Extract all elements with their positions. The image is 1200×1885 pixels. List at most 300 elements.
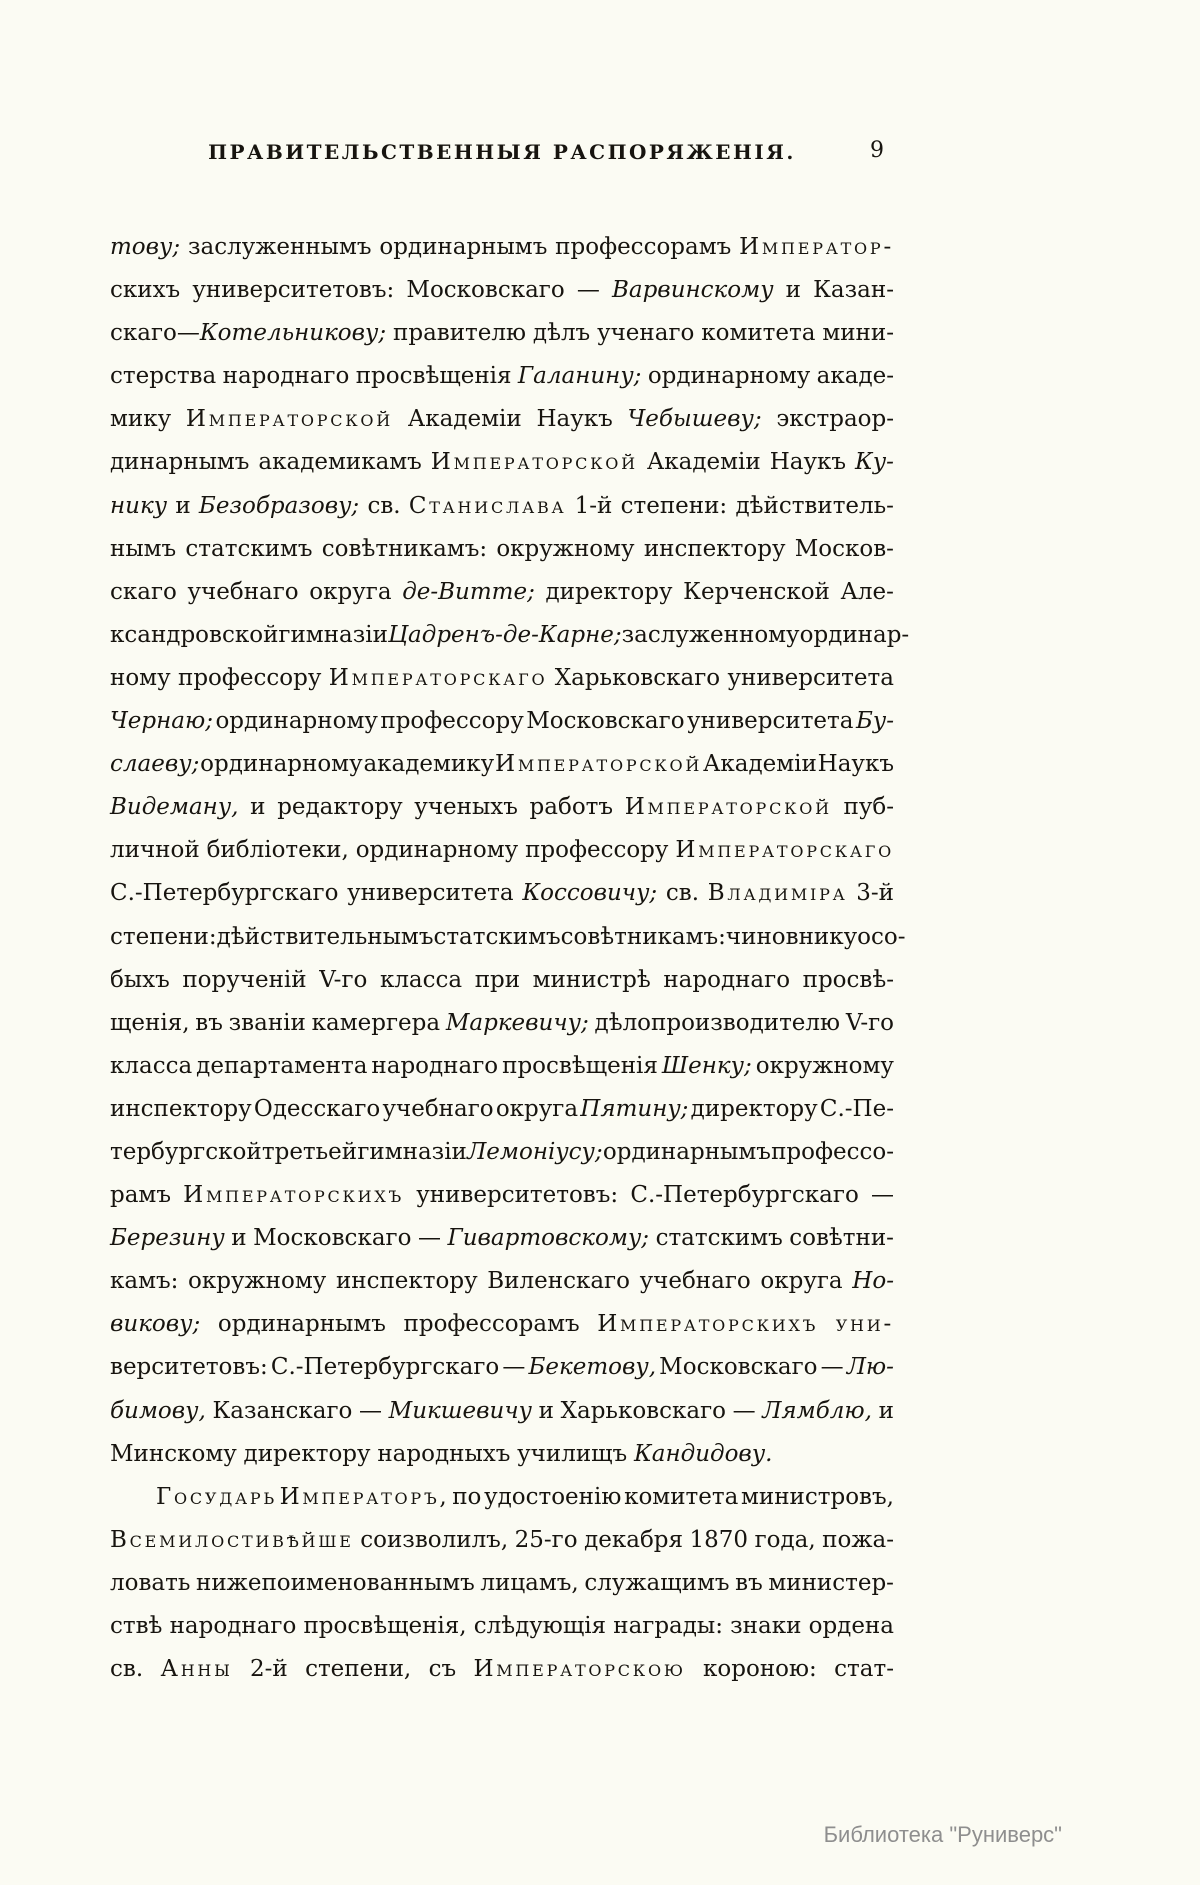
word xyxy=(388,622,622,648)
word xyxy=(110,1053,192,1079)
word xyxy=(484,1484,621,1510)
text-run: профессорамъ xyxy=(403,1311,580,1338)
word xyxy=(360,1527,508,1553)
text-run: гимназіи xyxy=(278,621,388,648)
word xyxy=(644,536,786,562)
word xyxy=(431,449,638,475)
text-run: V-го xyxy=(845,1009,894,1036)
text-run: — xyxy=(502,1354,526,1381)
text-run: округа xyxy=(309,578,392,605)
text-line xyxy=(110,880,894,923)
spaced-caps-text: Императорскаго xyxy=(675,837,894,864)
proper-name-italic: Цадренъ-де-Карне; xyxy=(387,621,622,648)
text-run: — xyxy=(732,1397,756,1424)
word xyxy=(178,665,321,691)
text-line xyxy=(110,794,894,837)
word xyxy=(110,1096,252,1122)
proper-name-italic: Видеману, xyxy=(110,794,239,821)
word xyxy=(821,1354,844,1380)
text-run: просвѣ- xyxy=(802,966,894,993)
word xyxy=(603,1139,771,1165)
word xyxy=(841,579,894,605)
word xyxy=(215,708,377,734)
text-run: академику xyxy=(363,751,495,778)
word xyxy=(855,449,894,475)
text-line xyxy=(110,1182,894,1225)
text-run: св. xyxy=(367,492,401,519)
word xyxy=(110,320,386,346)
text-line xyxy=(110,967,894,1010)
text-run: — xyxy=(576,277,600,304)
proper-name-italic: Лю- xyxy=(846,1354,894,1381)
word xyxy=(199,493,359,519)
word xyxy=(822,1527,894,1553)
text-line xyxy=(110,363,894,406)
spaced-caps-text: уни- xyxy=(835,1311,894,1338)
word xyxy=(356,837,518,863)
word xyxy=(597,1311,818,1337)
word xyxy=(156,1484,277,1510)
text-line xyxy=(110,1053,894,1096)
text-run: Харьковскаго xyxy=(554,664,721,691)
text-line xyxy=(110,665,894,708)
word xyxy=(207,837,349,863)
text-line xyxy=(110,1311,894,1354)
word xyxy=(363,751,494,777)
word xyxy=(846,1010,894,1036)
text-run: ординарному xyxy=(647,363,811,390)
text-line xyxy=(110,449,894,492)
word xyxy=(262,1139,357,1165)
text-line xyxy=(110,837,894,880)
text-run: совѣтни- xyxy=(789,1225,894,1252)
text-line xyxy=(110,1268,894,1311)
word xyxy=(847,1354,894,1380)
text-run: ному xyxy=(110,664,171,691)
word xyxy=(735,493,893,519)
word xyxy=(502,1354,525,1380)
word xyxy=(648,363,810,389)
word xyxy=(575,493,613,519)
proper-name-italic: Котельникову; xyxy=(199,320,387,347)
word xyxy=(555,665,720,691)
spaced-caps-text: Императорской xyxy=(624,794,832,821)
word xyxy=(429,1656,457,1682)
text-run: дѣйствительнымъ xyxy=(216,923,434,950)
text-run: лицамъ, xyxy=(480,1569,579,1596)
text-run: знаки xyxy=(730,1613,802,1639)
text-run: Московскаго xyxy=(659,1354,818,1381)
word xyxy=(110,665,171,691)
text-line xyxy=(110,708,894,751)
text-run: соизволилъ, xyxy=(360,1526,509,1553)
word xyxy=(110,1527,354,1553)
proper-name-italic: Шенку; xyxy=(661,1052,752,1079)
text-line xyxy=(110,1570,894,1613)
word xyxy=(640,1268,751,1294)
word xyxy=(857,924,905,950)
text-run: университета xyxy=(687,708,854,735)
text-run: учебнаго xyxy=(187,578,299,605)
word xyxy=(545,579,672,605)
text-run: гимназіи xyxy=(357,1138,467,1165)
text-line xyxy=(110,923,906,967)
word xyxy=(212,1398,352,1424)
word xyxy=(539,1398,554,1424)
text-run: Керченской xyxy=(683,578,830,605)
word xyxy=(480,1570,578,1596)
word xyxy=(683,579,830,605)
word xyxy=(735,1570,763,1596)
word xyxy=(379,234,547,260)
word xyxy=(561,924,726,950)
text-run: стерства xyxy=(110,363,217,390)
word xyxy=(467,1139,603,1165)
word xyxy=(433,924,560,950)
text-run: осо- xyxy=(857,923,906,950)
text-run: С.-Петербургскаго xyxy=(110,880,339,907)
word xyxy=(186,406,393,432)
text-run: совѣтникамъ: xyxy=(321,535,488,562)
word xyxy=(726,924,857,950)
text-run: удостоенію xyxy=(484,1483,622,1510)
word xyxy=(656,1225,783,1251)
word xyxy=(446,1010,589,1036)
text-run: личной xyxy=(110,837,200,864)
proper-name-italic: Безобразову; xyxy=(198,492,360,519)
text-line xyxy=(110,1441,894,1484)
word xyxy=(278,622,388,648)
word xyxy=(817,363,894,389)
word xyxy=(110,449,249,475)
text-run: округа xyxy=(760,1268,843,1295)
text-line xyxy=(110,1010,894,1053)
text-run: динарнымъ xyxy=(110,449,250,476)
word xyxy=(250,794,265,820)
word xyxy=(254,1096,380,1122)
word xyxy=(110,622,278,648)
word xyxy=(856,708,894,734)
text-run: Московскаго xyxy=(526,708,685,735)
text-run: мику xyxy=(110,406,172,433)
text-run: ординарному xyxy=(215,708,378,735)
word xyxy=(312,1010,440,1036)
text-run: — xyxy=(417,1225,441,1252)
word xyxy=(357,1139,467,1165)
word xyxy=(418,1225,441,1251)
word xyxy=(110,1268,178,1294)
text-run: ловать xyxy=(110,1569,191,1596)
text-run: Академіи xyxy=(702,751,817,778)
word xyxy=(258,449,421,475)
text-run: министровъ, xyxy=(740,1483,894,1510)
proper-name-italic: бимову, xyxy=(110,1397,206,1424)
word xyxy=(474,1613,606,1639)
word xyxy=(703,751,817,777)
word xyxy=(771,1139,894,1165)
text-run: инспектору xyxy=(335,1268,478,1295)
text-run: Харьковскаго xyxy=(560,1397,726,1424)
text-run: св. xyxy=(110,1656,144,1683)
text-run: камергера xyxy=(311,1009,441,1036)
word xyxy=(518,363,642,389)
text-run: статскимъ xyxy=(185,535,313,562)
word xyxy=(755,1527,816,1553)
text-run: порученій xyxy=(182,966,307,993)
word xyxy=(110,880,338,906)
word xyxy=(820,1096,894,1122)
text-line xyxy=(110,1613,894,1656)
word xyxy=(110,1354,268,1380)
text-run: учебнаго xyxy=(382,1095,494,1122)
text-run: Одесскаго xyxy=(253,1095,381,1122)
word xyxy=(666,880,699,906)
word xyxy=(110,1139,262,1165)
word xyxy=(675,837,894,863)
word xyxy=(382,1096,493,1122)
text-line xyxy=(110,1484,894,1527)
word xyxy=(404,1311,580,1337)
text-run: и xyxy=(785,277,801,304)
word xyxy=(561,1398,726,1424)
text-line xyxy=(110,320,894,363)
word xyxy=(621,493,728,519)
text-run: верситетовъ: xyxy=(110,1354,268,1381)
word xyxy=(406,277,564,303)
text-run: Академіи xyxy=(407,406,522,433)
word xyxy=(389,1398,532,1424)
word xyxy=(110,1225,225,1251)
word xyxy=(834,1656,894,1682)
word xyxy=(271,1354,499,1380)
word xyxy=(110,1441,237,1467)
proper-name-italic: Маркевичу; xyxy=(445,1009,589,1036)
word xyxy=(416,1182,618,1208)
word xyxy=(229,1010,306,1036)
word xyxy=(322,536,487,562)
text-run: пуб- xyxy=(843,794,894,821)
word xyxy=(253,1225,411,1251)
word xyxy=(879,1398,894,1424)
text-run: 25-го xyxy=(514,1526,578,1553)
text-run: Казан- xyxy=(813,277,894,304)
proper-name-italic: Чебышеву; xyxy=(627,406,762,433)
word xyxy=(475,967,520,993)
spaced-caps-text: Государь xyxy=(156,1483,277,1510)
proper-name-italic: викову; xyxy=(110,1311,201,1338)
proper-name-italic: тову; xyxy=(110,234,181,260)
word xyxy=(110,837,200,863)
word xyxy=(110,277,180,303)
text-run: ординарнымъ xyxy=(379,234,548,260)
text-run: учебнаго xyxy=(639,1268,751,1295)
text-run: просвѣщенія xyxy=(502,1052,658,1079)
word xyxy=(110,751,199,777)
word xyxy=(756,1053,894,1079)
word xyxy=(515,1527,578,1553)
word xyxy=(231,1225,246,1251)
text-run: С.-Пе- xyxy=(819,1095,894,1122)
text-run: ординарному xyxy=(200,751,363,778)
word xyxy=(760,1268,842,1294)
text-run: Московскаго xyxy=(253,1225,412,1252)
text-run: статскимъ xyxy=(655,1225,783,1252)
text-run: степени: xyxy=(620,492,728,519)
text-run: декабря xyxy=(584,1526,684,1553)
text-body xyxy=(110,234,910,1699)
spaced-caps-text: Императоръ, xyxy=(279,1483,450,1510)
spaced-caps-text: Анны xyxy=(160,1656,233,1683)
word xyxy=(195,1010,223,1036)
text-run: просвѣщенія, xyxy=(303,1613,467,1639)
text-line xyxy=(110,536,894,579)
text-run: и xyxy=(250,794,266,821)
word xyxy=(733,1398,756,1424)
word xyxy=(687,708,853,734)
text-run: пожа- xyxy=(822,1526,894,1553)
text-run: и xyxy=(878,1397,894,1424)
text-run: ординарнымъ xyxy=(602,1138,771,1165)
spaced-caps-text: Императорскихъ xyxy=(183,1182,405,1209)
text-run: заслуженному xyxy=(621,621,800,648)
proper-name-italic: слаеву; xyxy=(110,751,200,778)
word xyxy=(110,1398,206,1424)
page-number: 9 xyxy=(870,138,884,163)
word xyxy=(110,924,217,950)
spaced-caps-text: Всемилостивѣйше xyxy=(110,1526,354,1553)
word xyxy=(319,967,367,993)
word xyxy=(402,579,535,605)
word xyxy=(336,1268,478,1294)
word xyxy=(305,1656,411,1682)
spaced-caps-text: Императорской xyxy=(185,406,394,433)
word xyxy=(800,622,910,648)
word xyxy=(110,406,171,432)
word xyxy=(496,1096,578,1122)
text-run: ординарному xyxy=(355,837,519,864)
text-run: университета xyxy=(347,880,514,907)
word xyxy=(183,1182,404,1208)
word xyxy=(822,320,894,346)
word xyxy=(536,406,612,432)
word xyxy=(843,794,893,820)
text-run: министер- xyxy=(768,1569,894,1596)
text-run: третьей xyxy=(261,1138,358,1165)
word xyxy=(495,751,702,777)
text-run: скаго xyxy=(110,578,177,605)
text-run: ученыхъ xyxy=(414,794,518,821)
word xyxy=(708,880,848,906)
text-run: совѣтникамъ: xyxy=(560,923,726,950)
text-run: дѣлъ xyxy=(532,320,591,347)
word xyxy=(647,449,761,475)
text-run: стат- xyxy=(834,1656,894,1683)
text-run: служащимъ xyxy=(584,1569,730,1596)
word xyxy=(580,1096,688,1122)
running-title: ПРАВИТЕЛЬСТВЕННЫЯ РАСПОРЯЖЕНІЯ. xyxy=(208,140,796,164)
text-run: степени: xyxy=(110,923,217,950)
text-line xyxy=(110,406,894,449)
word xyxy=(110,1010,190,1036)
text-run: награды: xyxy=(613,1613,723,1639)
text-run: комитета xyxy=(624,1483,739,1510)
text-run: училищъ xyxy=(517,1440,628,1467)
text-run: 3-й xyxy=(856,880,894,907)
text-run: 2-й xyxy=(249,1656,288,1683)
word xyxy=(223,363,350,389)
text-run: быхъ xyxy=(110,966,170,993)
text-run: Наукъ xyxy=(536,406,613,433)
text-run: С.-Петербургскаго xyxy=(270,1354,500,1381)
text-run: и xyxy=(175,492,191,519)
text-run: скаго— xyxy=(110,320,200,347)
text-run: директору xyxy=(243,1440,371,1467)
word xyxy=(161,1656,233,1682)
word xyxy=(701,320,815,346)
text-run: Минскому xyxy=(110,1440,237,1467)
text-run: щенія, xyxy=(110,1009,190,1036)
word xyxy=(786,277,801,303)
word xyxy=(188,1268,326,1294)
word xyxy=(356,363,512,389)
word xyxy=(529,1354,657,1380)
word xyxy=(367,493,400,519)
word xyxy=(473,1656,685,1682)
word xyxy=(329,665,548,691)
word xyxy=(584,1570,729,1596)
word xyxy=(448,1225,650,1251)
text-run: 1-й xyxy=(574,492,613,519)
text-run: ордена xyxy=(808,1613,894,1639)
word xyxy=(803,967,894,993)
word xyxy=(496,536,634,562)
page-header xyxy=(110,140,894,170)
library-watermark: Библиотека "Руниверс" xyxy=(823,1822,1062,1847)
text-run: Московскаго xyxy=(406,277,565,304)
word xyxy=(622,622,800,648)
word xyxy=(770,449,846,475)
text-run: правителю xyxy=(393,320,527,347)
word xyxy=(250,1656,288,1682)
text-run: окружному xyxy=(188,1268,327,1295)
word xyxy=(625,794,832,820)
word xyxy=(691,1096,818,1122)
text-run: V-го xyxy=(319,966,368,993)
text-run: по xyxy=(452,1483,482,1510)
word xyxy=(533,967,651,993)
text-run: чиновнику xyxy=(725,923,858,950)
word xyxy=(741,1484,894,1510)
text-line xyxy=(110,579,894,622)
text-run: Виленскаго xyxy=(487,1268,630,1295)
word xyxy=(809,1613,894,1639)
spaced-caps-text: Императорской xyxy=(430,449,638,476)
word xyxy=(739,234,894,260)
proper-name-italic: Но- xyxy=(852,1268,894,1295)
text-run: года, xyxy=(754,1526,816,1553)
word xyxy=(577,277,600,303)
text-run: скихъ xyxy=(110,277,181,304)
word xyxy=(768,1570,894,1596)
text-line xyxy=(110,1354,894,1397)
word xyxy=(110,536,176,562)
word xyxy=(110,1570,190,1596)
text-run: народнаго xyxy=(371,1052,499,1079)
text-run: окружному xyxy=(496,535,635,562)
text-run: министрѣ xyxy=(532,966,651,993)
text-line xyxy=(110,1527,894,1570)
word xyxy=(110,363,216,389)
